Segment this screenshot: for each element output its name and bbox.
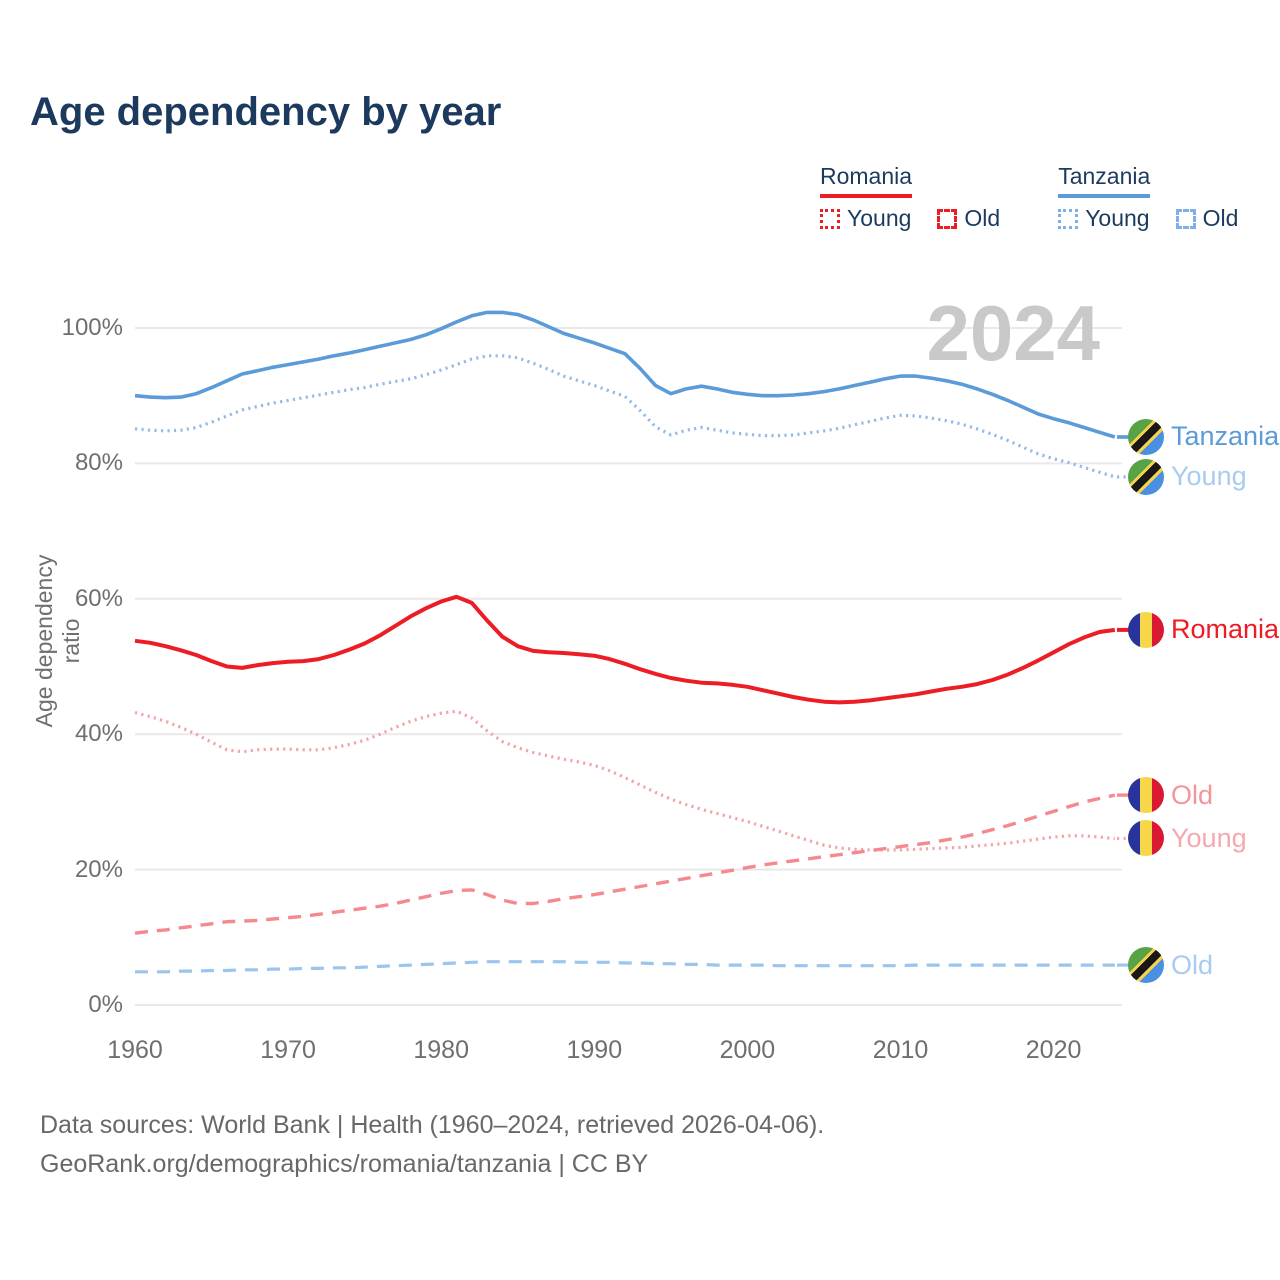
- tanzania-flag-icon: [1128, 459, 1164, 495]
- y-axis-title: Age dependency ratio: [31, 554, 84, 728]
- series-label-romania-romania: [1128, 612, 1279, 648]
- series-label-tanzania-old: [1128, 947, 1213, 983]
- y-tick-label: 60%: [74, 584, 123, 612]
- series-label-text: Young: [1171, 822, 1247, 853]
- legend-group-title: Romania: [820, 163, 912, 198]
- legend-item-tanzania-young: [1058, 205, 1149, 232]
- x-tick-label: 1980: [413, 1036, 469, 1064]
- x-tick-label: 2000: [719, 1036, 776, 1064]
- romania-flag-icon: [1128, 612, 1164, 648]
- series-label-romania-young: [1128, 820, 1247, 856]
- legend-group-tanzania: [1058, 163, 1238, 232]
- tanzania-flag-icon: [1128, 419, 1164, 455]
- dashed-line-swatch-icon: [937, 209, 957, 229]
- legend-item-romania-young: [820, 205, 911, 232]
- series-label-text: Young: [1171, 461, 1247, 492]
- x-tick-label: 2010: [872, 1036, 929, 1064]
- dotted-line-swatch-icon: [1058, 209, 1078, 229]
- y-tick-label: 80%: [74, 449, 123, 477]
- series-line-romania-young: [135, 711, 1115, 850]
- footer: [40, 1106, 824, 1184]
- romania-flag-icon: [1128, 820, 1164, 856]
- legend-item-label: Young: [847, 205, 912, 231]
- series-label-text: Old: [1171, 949, 1214, 980]
- x-tick-label: 1960: [107, 1036, 163, 1064]
- series-label-text: Romania: [1171, 614, 1280, 645]
- series-label-romania-old: [1128, 777, 1213, 813]
- tanzania-flag-icon: [1128, 947, 1164, 983]
- legend-item-romania-old: [937, 205, 1000, 232]
- legend-item-label: Old: [1202, 205, 1239, 231]
- series-lines: [135, 312, 1133, 971]
- legend: [820, 163, 1238, 232]
- series-line-tanzania-old: [135, 962, 1115, 972]
- series-label-text: Tanzania: [1171, 421, 1280, 452]
- legend-group-title: Tanzania: [1058, 163, 1150, 198]
- legend-group-romania: [820, 163, 1000, 232]
- y-tick-label: 20%: [74, 855, 123, 883]
- x-tick-label: 1970: [260, 1036, 316, 1064]
- series-label-text: Old: [1171, 779, 1214, 810]
- data-sources-text: Data sources: World Bank | Health (1960–2024, retrieved 2026-04-06).: [40, 1111, 825, 1139]
- x-tick-label: 1990: [566, 1036, 623, 1064]
- attribution-text: GeoRank.org/demographics/romania/tanzania | CC BY: [40, 1150, 649, 1178]
- legend-item-label: Young: [1085, 205, 1150, 231]
- series-label-tanzania-tanzania: [1128, 419, 1279, 455]
- series-line-romania-total: [135, 597, 1115, 703]
- series-line-romania-old: [135, 795, 1115, 933]
- dashed-line-swatch-icon: [1176, 209, 1196, 229]
- watermark-year: 2024: [926, 289, 1100, 377]
- dotted-line-swatch-icon: [820, 209, 840, 229]
- y-tick-label: 40%: [74, 720, 123, 748]
- legend-item-tanzania-old: [1176, 205, 1239, 232]
- legend-item-label: Old: [964, 205, 1001, 231]
- x-tick-label: 2020: [1025, 1036, 1082, 1064]
- y-tick-label: 100%: [61, 314, 123, 341]
- romania-flag-icon: [1128, 777, 1164, 813]
- series-label-tanzania-young: [1128, 459, 1247, 495]
- page-title: Age dependency by year: [30, 90, 502, 134]
- y-tick-label: 0%: [88, 991, 123, 1018]
